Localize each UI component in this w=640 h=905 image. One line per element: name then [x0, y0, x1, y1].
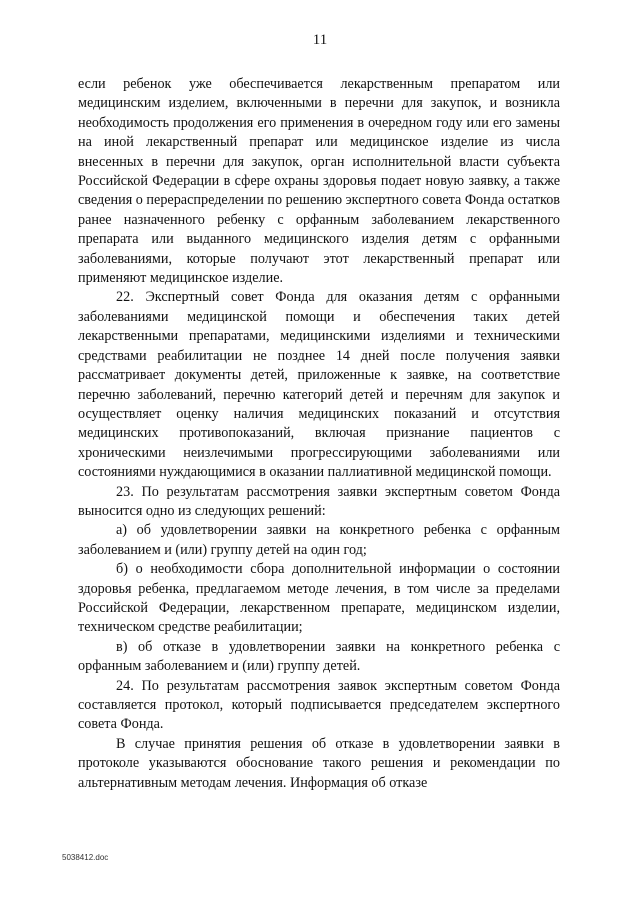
paragraph-23: 23. По результатам рассмотрения заявки экспертным советом Фонда выносится одно из следующих решений:	[78, 483, 560, 519]
paragraph-22: 22. Экспертный совет Фонда для оказания детям с орфанными заболеваниями медицинской помощи и обеспечения таких детей лекарственными препаратами, медицинскими изделиями и техническими средствами реабилитации не позднее 14 дней после получения заявки рассматривает документы детей, приложенные к заявке, на соответствие перечню заболеваний, перечню категорий детей и перечням для закупок и осуществляет оценку наличия медицинских показаний и отсутствия медицинских противопоказаний, включая признание пациентов с хроническими неизлечимыми прогрессирующими заболеваниями или состояниями нуждающимися в оказании паллиативной медицинской помощи.	[78, 289, 560, 481]
paragraph-24: 24. По результатам рассмотрения заявок экспертным советом Фонда составляется протокол, который подписывается председателем экспертного совета Фонда.	[78, 677, 560, 733]
file-name-footer: 5038412.doc	[62, 853, 109, 862]
document-body	[78, 75, 560, 793]
paragraph-23-b: б) о необходимости сбора дополнительной информации о состоянии здоровья ребенка, предлагаемом методе лечения, в том числе за пределами Российской Федерации, лекарственном препарате, медицинском изделии, техническом средстве реабилитации;	[78, 561, 560, 636]
paragraph-24-refusal: В случае принятия решения об отказе в удовлетворении заявки в протоколе указываются обоснование такого решения и рекомендации по альтернативным методам лечения. Информация об отказе	[78, 735, 560, 791]
paragraph-continuation: если ребенок уже обеспечивается лекарственным препаратом или медицинским изделием, включенными в перечни для закупок, и возникла необходимость продолжения его применения в очередном году или его замены на иной лекарственный препарат или медицинское изделие из числа внесенных в перечни для закупок, орган исполнительной власти субъекта Российской Федерации в сфере охраны здоровья подает новую заявку, а также сведения о перераспределении по решению экспертного совета Фонда остатков ранее назначенного ребенку с орфанным заболеванием лекарственного препарата или выданного медицинского изделия детям с орфанными заболеваниями, которые получают этот лекарственный препарат или применяют медицинское изделие.	[78, 76, 560, 287]
paragraph-23-a: а) об удовлетворении заявки на конкретного ребенка с орфанным заболеванием и (или) группу детей на один год;	[78, 522, 560, 558]
page-number: 11	[312, 32, 328, 48]
paragraph-23-v: в) об отказе в удовлетворении заявки на конкретного ребенка с орфанным заболеванием и (или) группу детей.	[78, 638, 560, 675]
